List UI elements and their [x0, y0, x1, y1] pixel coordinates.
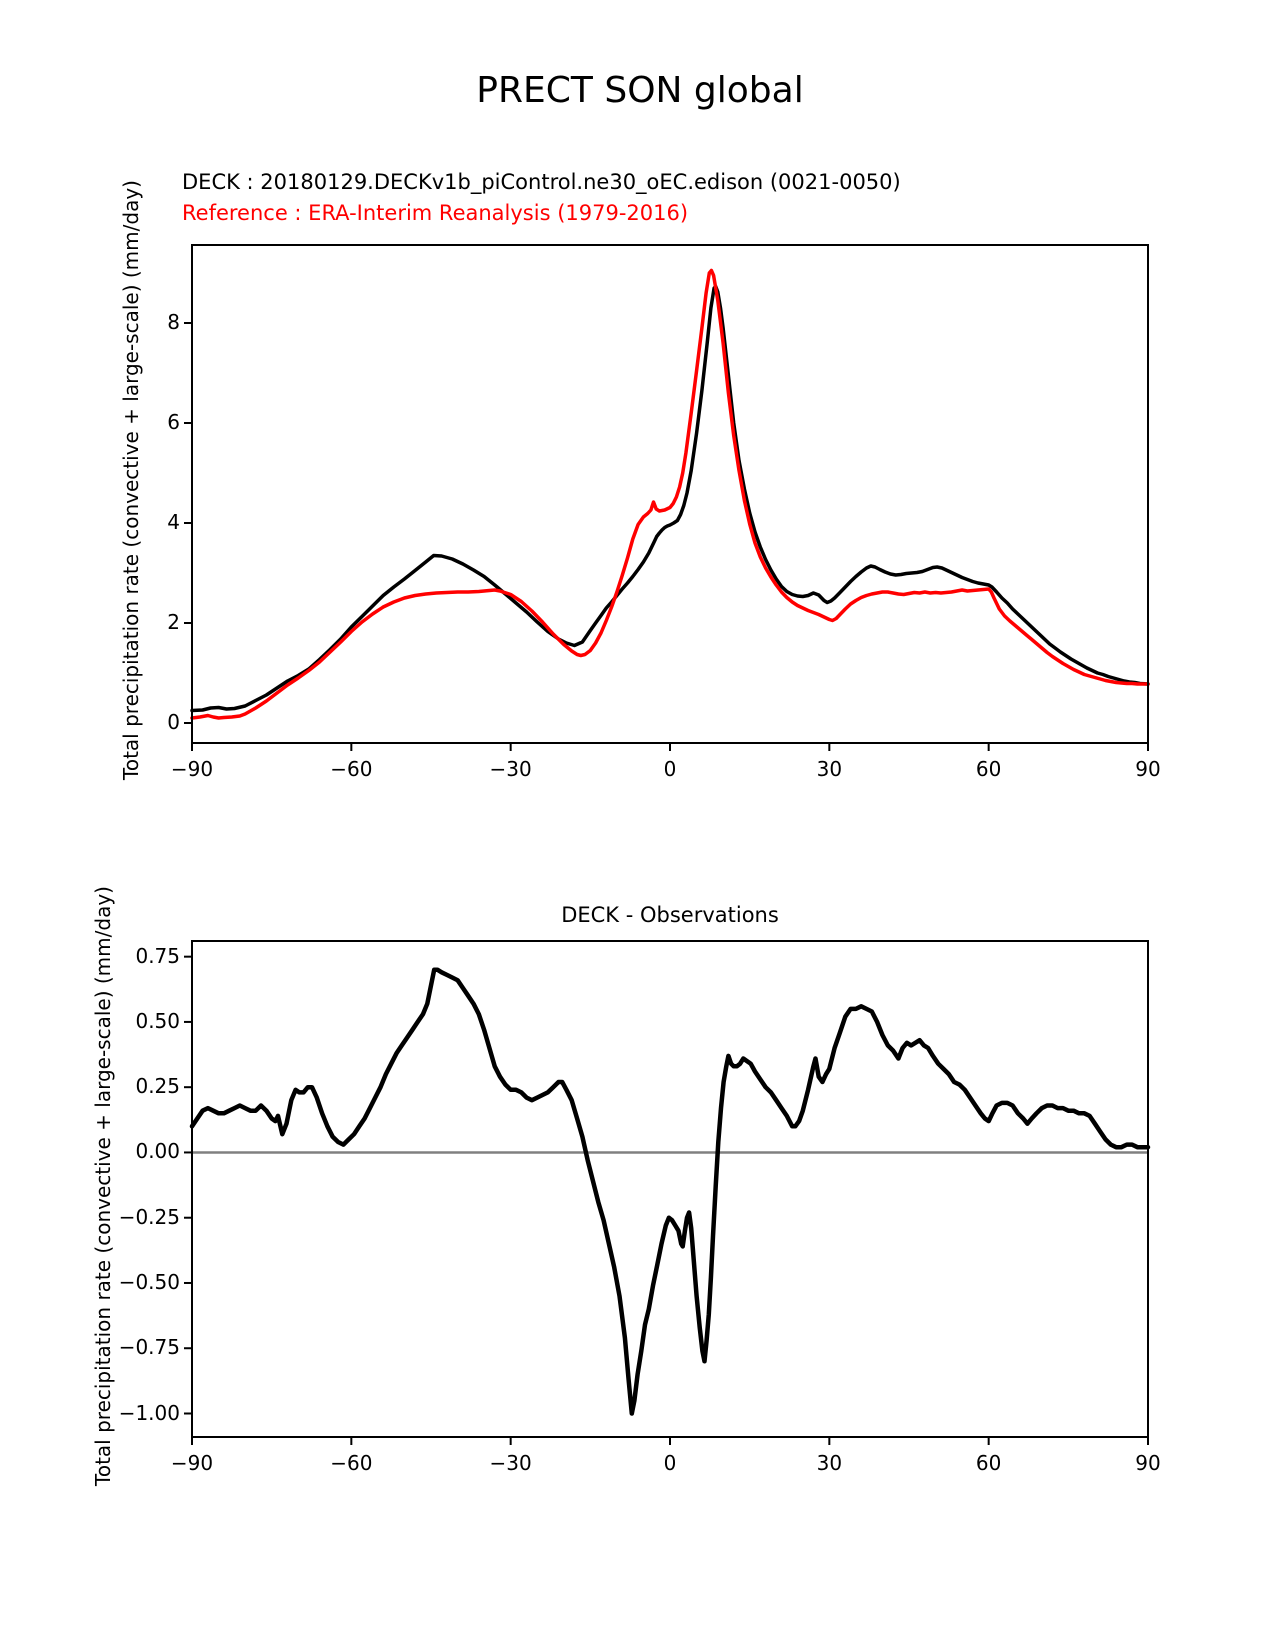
plot-border: [192, 245, 1148, 743]
legend-deck-label: DECK : 20180129.DECKv1b_piControl.ne30_oEC.edison (0021-0050): [182, 170, 901, 194]
x-tick-label: 60: [975, 1451, 1002, 1475]
y-tick-label: 0.50: [135, 1008, 180, 1033]
y-tick-label: 0.00: [135, 1139, 180, 1164]
legend-reference-label: Reference : ERA-Interim Reanalysis (1979-2016): [182, 201, 689, 225]
x-tick-label: 60: [975, 757, 1002, 781]
x-tick-label: 30: [816, 1451, 843, 1475]
y-tick-label: 0: [167, 709, 180, 734]
x-tick-label: 30: [816, 757, 843, 781]
y-tick-label: 4: [167, 509, 180, 534]
x-tick-label: −60: [330, 1451, 373, 1475]
y-tick-label: 0.75: [135, 943, 180, 968]
x-tick-label: 90: [1135, 757, 1161, 781]
y-tick-label: 0.25: [135, 1073, 180, 1098]
bottom-chart-title: DECK - Observations: [561, 903, 779, 927]
x-tick-label: −60: [330, 757, 373, 781]
y-tick-label: −0.75: [118, 1335, 180, 1360]
bottom-chart-ylabel: Total precipitation rate (convective + large-scale) (mm/day): [91, 886, 115, 1486]
x-tick-label: −30: [489, 1451, 532, 1475]
x-tick-label: −90: [170, 1451, 214, 1475]
x-tick-label: −30: [489, 757, 532, 781]
series-line-0-1: [192, 271, 1148, 719]
x-tick-label: 90: [1135, 1451, 1161, 1475]
series-line-1-0: [192, 970, 1148, 1414]
figure-title: PRECT SON global: [476, 70, 804, 111]
y-tick-label: 6: [167, 409, 180, 434]
y-tick-label: −1.00: [118, 1400, 180, 1425]
x-tick-label: 0: [663, 757, 677, 781]
y-tick-label: 2: [167, 609, 180, 634]
x-tick-label: 0: [663, 1451, 677, 1475]
plot-border: [192, 941, 1148, 1437]
y-tick-label: 8: [167, 309, 180, 334]
y-tick-label: −0.25: [118, 1204, 180, 1229]
y-tick-label: −0.50: [118, 1269, 180, 1294]
top-chart-ylabel: Total precipitation rate (convective + large-scale) (mm/day): [119, 180, 143, 780]
x-tick-label: −90: [170, 757, 214, 781]
